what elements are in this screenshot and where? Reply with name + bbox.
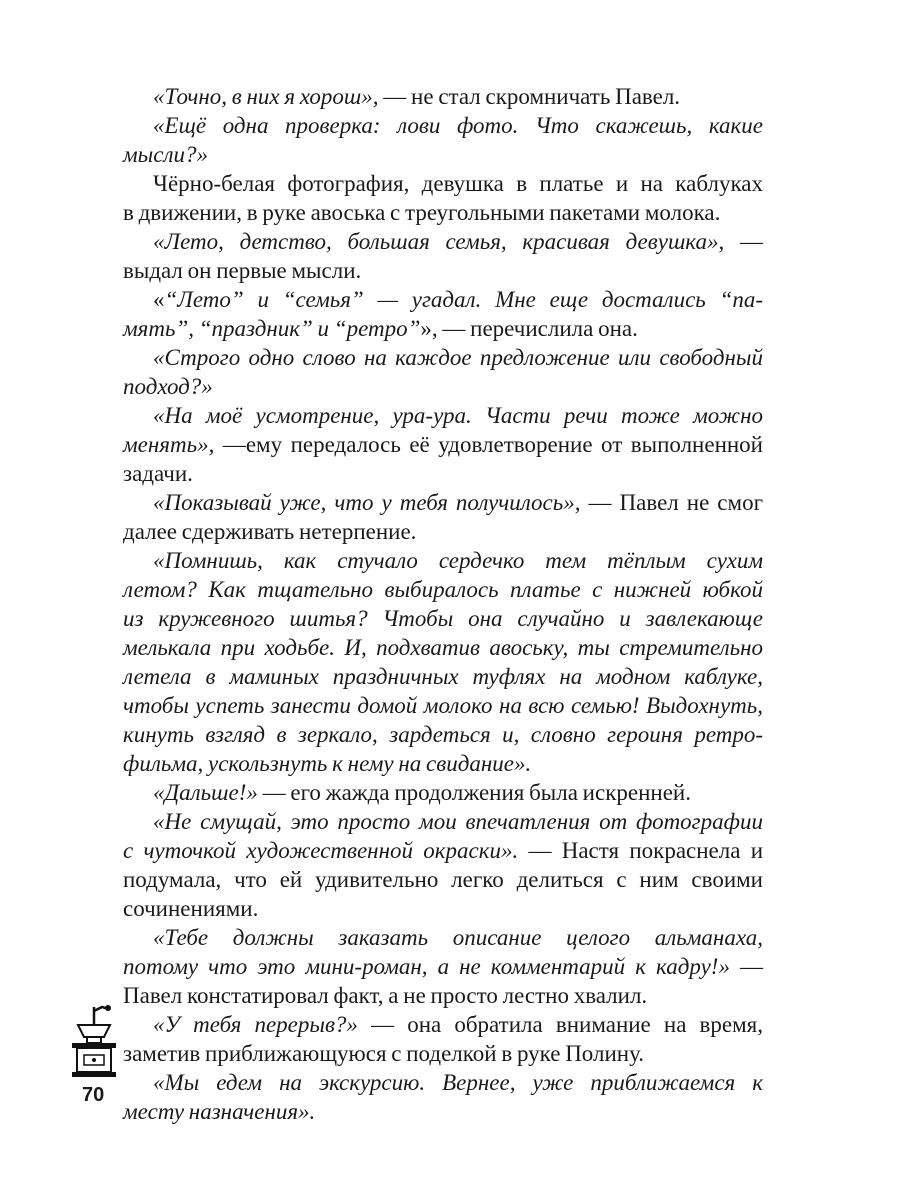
text-segment: выдал он первые мысли. bbox=[123, 258, 362, 283]
text-line bbox=[123, 517, 763, 546]
text-line bbox=[123, 923, 763, 952]
text-line bbox=[123, 488, 763, 517]
text-segment: — bbox=[740, 229, 763, 254]
text-line bbox=[123, 169, 763, 198]
italic-text-segment: потому что это мини-роман, а не комментарий к кадру!» bbox=[123, 954, 730, 979]
italic-text-segment: месту назначения». bbox=[123, 1099, 316, 1124]
text-line bbox=[123, 343, 763, 372]
italic-text-segment: «Лето, детство, большая семья, красивая девушка», bbox=[153, 229, 740, 254]
italic-text-segment: летом? Как тщательно выбиралось платье с нижней юбкой bbox=[123, 577, 763, 602]
italic-text-segment: чтобы успеть занести домой молоко на всю семью! Выдохнуть, bbox=[123, 693, 763, 718]
text-line bbox=[123, 1039, 763, 1068]
text-segment: задачи. bbox=[123, 461, 193, 486]
italic-text-segment: кинуть взгляд в зеркало, зардеться и, словно героиня ретро- bbox=[123, 722, 763, 747]
text-line bbox=[123, 749, 763, 778]
text-line bbox=[123, 575, 763, 604]
text-segment: — Павел не смог bbox=[588, 490, 764, 515]
text-line bbox=[123, 459, 763, 488]
text-segment: Павел констатировал факт, а не просто лестно хвалил. bbox=[123, 983, 648, 1008]
text-line bbox=[123, 1097, 763, 1126]
text-segment: — его жажда продолжения была искренней. bbox=[257, 780, 691, 805]
italic-text-segment: мысли?» bbox=[123, 142, 208, 167]
text-line bbox=[123, 836, 763, 865]
text-line bbox=[123, 894, 763, 923]
italic-text-segment: «У тебя перерыв?» bbox=[153, 1012, 358, 1037]
italic-text-segment: фильма, ускользнуть к нему на свидание». bbox=[123, 751, 532, 776]
text-line bbox=[123, 140, 763, 169]
italic-text-segment: «Помнишь, как стучало сердечко тем тёплым сухим bbox=[153, 548, 763, 573]
italic-text-segment: мелькала при ходьбе. И, подхватив авоську, ты стремительно bbox=[123, 635, 763, 660]
italic-text-segment: «Мы едем на экскурсию. Вернее, уже приближаемся к bbox=[153, 1070, 763, 1095]
text-line bbox=[123, 981, 763, 1010]
italic-text-segment: подход?» bbox=[123, 374, 213, 399]
italic-text-segment: «Точно, в них я хорош», bbox=[153, 84, 384, 109]
text-line bbox=[123, 1068, 763, 1097]
text-line bbox=[123, 546, 763, 575]
italic-text-segment: «Не смущай, это просто мои впечатления от фотографии bbox=[153, 809, 763, 834]
text-segment: — bbox=[729, 954, 764, 979]
text-segment: « bbox=[153, 287, 165, 312]
text-line bbox=[123, 430, 763, 459]
italic-text-segment: из кружевного шитья? Чтобы она случайно и завлекающе bbox=[123, 606, 763, 631]
page-body-text bbox=[123, 82, 763, 1126]
italic-text-segment: “Лето” и “семья” — угадал. Мне еще достались “па- bbox=[164, 287, 763, 312]
text-line bbox=[123, 604, 763, 633]
text-segment: — Настя покраснела и bbox=[528, 838, 763, 863]
italic-text-segment: «Тебе должны заказать описание целого альманаха, bbox=[153, 925, 763, 950]
text-segment: —ему передалось её удовлетворение от выполненной bbox=[222, 432, 763, 457]
coffee-grinder-icon bbox=[68, 1003, 120, 1083]
text-segment: — она обратила внимание на время, bbox=[357, 1012, 764, 1037]
text-line bbox=[123, 633, 763, 662]
text-line bbox=[123, 256, 763, 285]
text-segment: — не стал скромничать Павел. bbox=[383, 84, 681, 109]
text-segment: сочинениями. bbox=[123, 896, 259, 921]
italic-text-segment: с чуточкой художественной окраски». bbox=[123, 838, 529, 863]
text-line bbox=[123, 807, 763, 836]
text-line bbox=[123, 865, 763, 894]
text-line bbox=[123, 285, 763, 314]
italic-text-segment: «На моё усмотрение, ура-ура. Части речи тоже можно bbox=[153, 403, 763, 428]
text-line bbox=[123, 691, 763, 720]
text-line bbox=[123, 82, 763, 111]
italic-text-segment: «Показывай уже, что у тебя получилось», bbox=[153, 490, 589, 515]
text-line bbox=[123, 662, 763, 691]
text-line bbox=[123, 720, 763, 749]
text-segment: », — перечислила она. bbox=[420, 316, 638, 341]
text-segment: подумала, что ей удивительно легко делиться с ним своими bbox=[123, 867, 763, 892]
italic-text-segment: «Ещё одна проверка: лови фото. Что скажешь, какие bbox=[153, 113, 763, 138]
text-line bbox=[123, 778, 763, 807]
text-line bbox=[123, 198, 763, 227]
text-line bbox=[123, 952, 763, 981]
text-line bbox=[123, 372, 763, 401]
italic-text-segment: «Дальше!» bbox=[153, 780, 258, 805]
text-segment: Чёрно-белая фотография, девушка в платье и на каблуках bbox=[153, 171, 763, 196]
page-number: 70 bbox=[82, 1084, 105, 1106]
italic-text-segment: менять», bbox=[123, 432, 223, 457]
italic-text-segment: «Строго одно слово на каждое предложение или свободный bbox=[153, 345, 763, 370]
text-line bbox=[123, 111, 763, 140]
text-line bbox=[123, 227, 763, 256]
text-segment: заметив приближающуюся с поделкой в руке Полину. bbox=[123, 1041, 645, 1066]
text-line bbox=[123, 401, 763, 430]
text-segment: в движении, в руке авоська с треугольными пакетами молока. bbox=[123, 200, 721, 225]
italic-text-segment: летела в маминых праздничных туфлях на модном каблуке, bbox=[123, 664, 763, 689]
text-line bbox=[123, 1010, 763, 1039]
text-line bbox=[123, 314, 763, 343]
italic-text-segment: мять”, “праздник” и “ретро” bbox=[123, 316, 421, 341]
text-segment: далее сдерживать нетерпение. bbox=[123, 519, 417, 544]
